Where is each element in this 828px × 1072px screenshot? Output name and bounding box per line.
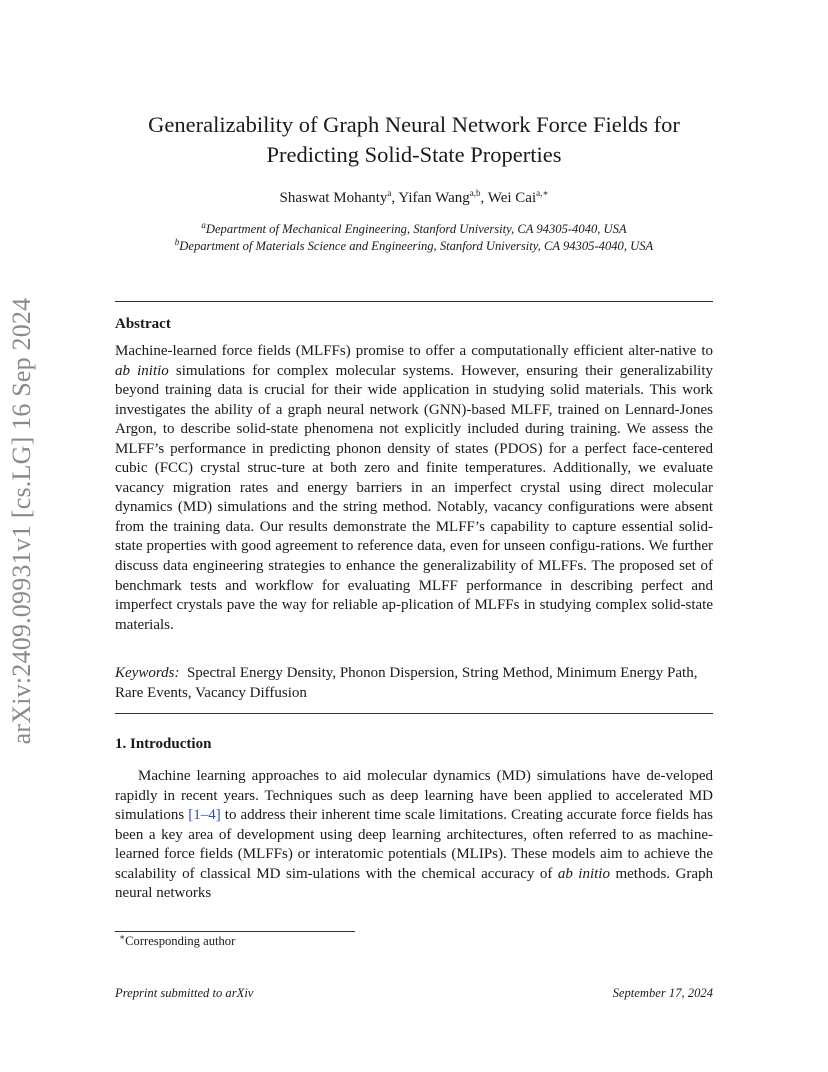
arxiv-identifier: arXiv:2409.09931v1 [cs.LG] 16 Sep 2024 xyxy=(7,297,36,745)
affiliation xyxy=(115,236,713,254)
affiliation-mark: a xyxy=(201,219,206,230)
affiliation xyxy=(115,219,713,237)
keywords-text: Spectral Energy Density, Phonon Dispersion, String Method, Minimum Energy Path, Rare Events, Vacancy Diffusion xyxy=(115,665,698,701)
abstract-body xyxy=(115,342,713,635)
abstract-text: Machine-learned force fields (MLFFs) promise to offer a computationally efficient alter-native to xyxy=(115,343,713,359)
footnote xyxy=(119,931,236,949)
section-heading: 1. Introduction xyxy=(115,736,212,752)
abstract-text: simulations for complex molecular systems. However, ensuring their generalizability beyond training data is crucial for their wide application in studying solid materials. This work investigates the ability of a graph neural network (GNN)-based MLFF, trained on Lennard-Jones Argon, to describe solid-state phenomena not explicitly included during training. We assess the MLFF’s performance in predicting phonon density of states (PDOS) for a perfect face-centered cubic (FCC) crystal struc-ture at both zero and finite temperatures. Additionally, we evaluate vacancy migration rates and energy barriers in an imperfect crystal using direct molecular dynamics (MD) simulations and the string method. Notably, vacancy configurations were absent from the training data. Our results demonstrate the MLFF’s capability to capture essential solid-state properties with good agreement to reference data, even for unseen configu-rations. We further discuss data engineering strategies to enhance the generalizability of MLFFs. The proposed set of benchmark tests and workflow for evaluating MLFF performance in describing perfect and imperfect crystals pave the way for reliable ap-plication of MLFFs in studying complex solid-state materials. xyxy=(115,362,713,633)
author-name: Shaswat Mohanty xyxy=(279,190,388,206)
author-affiliation-mark: a,∗ xyxy=(536,188,549,198)
footnote-mark: ∗ xyxy=(119,931,126,942)
body-text: Machine learning approaches to aid molecular dynamics (MD) simulations have de-veloped rapidly in recent years. Techniques such as deep learning have been applied to accelerated MD simulations xyxy=(115,768,713,823)
keywords xyxy=(115,664,713,703)
title-line-1: Generalizability of Graph Neural Network Force Fields for xyxy=(148,112,680,137)
affiliation-mark: b xyxy=(174,236,180,247)
author-list: Shaswat Mohanty$^a$, Yifan Wang$^{a,b}$, Wei Cai$^{a,∗}$ xyxy=(279,188,549,206)
footer-left: Preprint submitted to arXiv xyxy=(115,986,254,1000)
paper-title xyxy=(115,110,713,170)
author-affiliation-mark: a,b xyxy=(469,188,481,198)
citation-link[interactable]: [1–4] xyxy=(188,807,221,823)
author-affiliation-mark: a xyxy=(387,188,392,198)
abstract-italic-term: ab initio xyxy=(115,362,169,379)
abstract-top-rule xyxy=(115,301,713,302)
introduction-body xyxy=(115,767,713,904)
abstract-heading: Abstract xyxy=(115,316,171,332)
footnote-rule xyxy=(115,931,355,932)
footer-right: September 17, 2024 xyxy=(612,986,713,1000)
author-name: Yifan Wang xyxy=(398,190,470,206)
arxiv-side-identifier-wrap xyxy=(4,286,40,756)
body-text: to address their inherent time scale limitations. Creating accurate force fields has been a key area of development using deep learning architectures, often referred to as machine-learned force fields (MLFFs) or interatomic potentials (MLIPs). These models aim to achieve the scalability of classical MD sim-ulations with the chemical accuracy of xyxy=(115,807,713,882)
affiliation-text: Department of Materials Science and Engineering, Stanford University, CA 94305-4040, USA xyxy=(179,239,654,253)
footnote-text: Corresponding author xyxy=(125,934,236,948)
affiliation-text: Department of Mechanical Engineering, Stanford University, CA 94305-4040, USA xyxy=(205,222,627,236)
title-line-2: Predicting Solid-State Properties xyxy=(266,142,562,167)
body-italic-term: ab initio xyxy=(557,865,610,882)
author-name: Wei Cai xyxy=(487,190,537,206)
body-text: methods. Graph neural networks xyxy=(115,865,713,901)
keywords-label: Keywords: xyxy=(115,665,180,681)
abstract-bottom-rule xyxy=(115,713,713,714)
